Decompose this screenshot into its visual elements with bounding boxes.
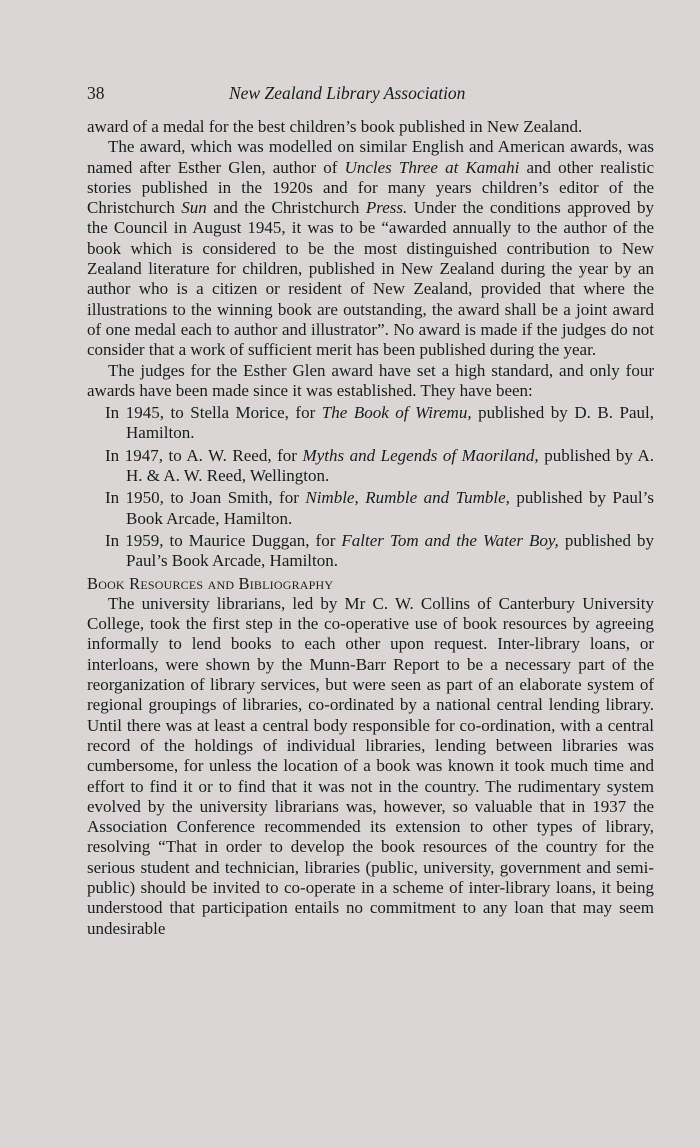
book-title: The Book of Wiremu, <box>321 403 472 423</box>
page-number: 38 <box>87 83 105 103</box>
paragraph-award-description <box>87 137 654 360</box>
award-entry <box>87 403 654 444</box>
book-title: Uncles Three at Kamahi <box>344 157 520 177</box>
award-entry <box>87 446 654 487</box>
book-title: Nimble, Rumble and Tumble, <box>305 488 510 508</box>
paragraph-judges: The judges for the Esther Glen award have set a high standard, and only four awards have been made since it was established. They have been: <box>87 360 654 400</box>
text-run: The award, which was modelled on similar English and American awards, was named after Esther Glen, author of <box>87 137 654 177</box>
section-heading: Book Resources and Bibliography <box>87 573 334 593</box>
book-title: Falter Tom and the Water Boy, <box>341 530 559 550</box>
text-run: In 1959, to Maurice Duggan, for <box>105 530 342 550</box>
body-text <box>87 117 654 939</box>
paragraph-interloans: The university librarians, led by Mr C. W. Collins of Canterbury University College, took the first step in the co-operative use of book resources by agreeing informally to lend books to each other upon request. Inter-library loans, or interloans, were shown by the Munn-Barr Report to be a necessary part of the reorganization of library services, but were seen as part of an elaborate system of regional groupings of libraries, co-ordinated by a national central lending library. Until there was at least a central body responsible for co-ordination, with a central record of the holdings of individual libraries, lending between libraries was cumbersome, for unless the location of a book was known it took much time and effort to find it or to find that it was not in the country. The rudimentary system evolved by the university librarians was, however, so valuable that in 1937 the Association Conference recommended its extension to other types of library, resolving “That in order to develop the book resources of the country for the serious student and technician, libraries (public, university, government and semi-public) should be invited to co-operate in a scheme of inter-library loans, it being understood that participation entails no commitment to any loan that may seem undesirable <box>87 593 654 938</box>
page-header <box>87 83 567 107</box>
text-run: published by A. H. & A. W. Reed, Wellington. <box>126 445 655 486</box>
award-entry <box>87 488 654 529</box>
newspaper-title: Press. <box>365 198 408 218</box>
text-run: and other realistic stories published in the 1920s and for many years children’s editor of the Christchurch <box>87 157 654 218</box>
text-run: published by D. B. Paul, Hamilton. <box>126 403 654 443</box>
paragraph-medal-intro: award of a medal for the best children’s book published in New Zealand. <box>87 117 583 136</box>
text-run: published by Paul’s Book Arcade, Hamilton. <box>126 488 654 528</box>
running-title: New Zealand Library Association <box>229 83 466 103</box>
text-run: and the Christchurch <box>206 198 366 218</box>
text-run: Under the conditions approved by the Council in August 1945, it was to be “awarded annually to the author of the book which is considered to be the most distinguished contribution to New Zealand literature for children, published in New Zealand during the year by an author who is a citizen or resident of New Zealand, provided that where the illustrations to the winning book are outstanding, the award shall be a joint award of one medal each to author and illustrator”. No award is made if the judges do not consider that a work of sufficient merit has been published during the year. <box>87 198 654 360</box>
award-entry <box>87 531 654 572</box>
text-run: published by Paul’s Book Arcade, Hamilton. <box>126 530 654 571</box>
text-run: In 1945, to Stella Morice, for <box>105 403 322 423</box>
newspaper-title: Sun <box>181 198 207 218</box>
text-run: In 1947, to A. W. Reed, for <box>105 445 303 465</box>
book-title: Myths and Legends of Maoriland, <box>302 445 539 465</box>
text-run: In 1950, to Joan Smith, for <box>105 488 306 508</box>
